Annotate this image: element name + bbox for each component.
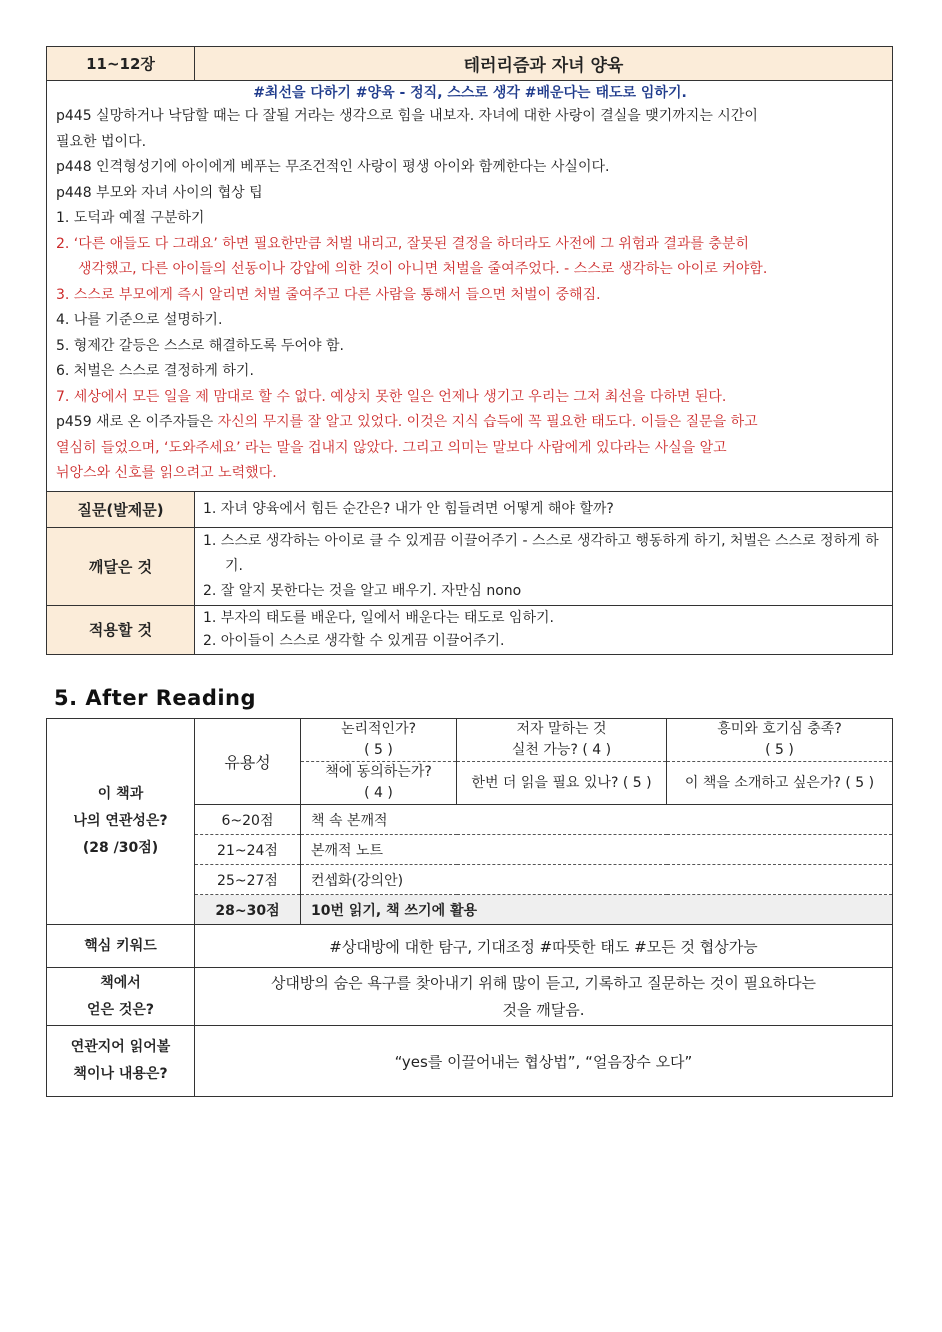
note-line-red: 뉘앙스와 신호를 읽으려고 노력했다.: [56, 465, 277, 481]
apply-item: 1. 부자의 태도를 배운다, 일에서 배운다는 태도로 임하기.: [203, 609, 554, 626]
note-line: p445 실망하거나 낙담할 때는 다 잘될 거라는 생각으로 힘을 내보자. 자녀에 대한 사랑이 결실을 맺기까지는 시간이: [56, 108, 758, 124]
q-recommend: 이 책을 소개하고 싶은가? ( 5 ): [667, 762, 893, 805]
question-text: 1. 자녀 양육에서 힘든 순간은? 내가 안 힘들려면 어떻게 해야 할까?: [195, 491, 893, 527]
q-practice-line: 저자 말하는 것: [516, 721, 607, 737]
note-line-red: 3. 스스로 부모에게 즉시 알리면 처벌 줄여주고 다른 사람을 통해서 들으면 처벌이 중해짐.: [56, 286, 601, 303]
q-agree-cell: [301, 762, 457, 805]
q-practice-line: 실천 가능? ( 4 ): [511, 742, 612, 758]
keywords: #상대방에 대한 탐구, 기대조정 #따뜻한 태도 #모든 것 협상가능: [195, 925, 893, 968]
realized-item: 2. 잘 알지 못한다는 것을 알고 배우기. 자만심 nono: [203, 582, 522, 599]
note-line: [56, 410, 884, 436]
q-interest: 흥미와 호기심 충족?: [717, 721, 842, 737]
gained-label-line: 얻은 것은?: [86, 1001, 155, 1018]
keyword-label: 핵심 키워드: [47, 925, 195, 968]
note-line: 4. 나를 기준으로 설명하기.: [56, 312, 223, 328]
related-label-line: 책이나 내용은?: [73, 1066, 168, 1082]
score-range: 6~20점: [195, 805, 301, 835]
question-label: 질문(발제문): [47, 491, 195, 527]
q-logical-score: ( 5 ): [364, 742, 393, 758]
relevance-label: [47, 719, 195, 925]
score-desc: 본깨적 노트: [301, 835, 893, 865]
note-line-red: 7. 세상에서 모든 일을 제 맘대로 할 수 없다. 예상치 못한 일은 언제나 생기고 우리는 그저 최선을 다하면 된다.: [56, 388, 727, 405]
gained-cell: [195, 968, 893, 1026]
q-agree-score: ( 4 ): [364, 785, 393, 801]
score-range-highlight: 28~30점: [195, 895, 301, 925]
score-desc-highlight: 10번 읽기, 책 쓰기에 활용: [301, 895, 893, 925]
relevance-label-line: 이 책과: [97, 786, 144, 802]
score-desc: 컨셉화(강의안): [301, 865, 893, 895]
score-range: 21~24점: [195, 835, 301, 865]
score-range: 25~27점: [195, 865, 301, 895]
apply-cell: [195, 605, 893, 654]
note-line: p448 인격형성기에 아이에게 베푸는 무조건적인 사랑이 평생 아이와 함께한다는 사실이다.: [56, 159, 610, 175]
relevance-label-line: 나의 연관성은?: [73, 813, 168, 829]
p459-red-text: 자신의 무지를 잘 알고 있었다. 이것은 지식 습득에 꼭 필요한 태도다. 이들은 질문을 하고: [217, 414, 758, 430]
q-reread: 한번 더 읽을 필요 있나? ( 5 ): [457, 762, 667, 805]
related-label-line: 연관지어 읽어볼: [70, 1039, 171, 1055]
q-interest-cell: [667, 719, 893, 762]
note-line: 6. 처벌은 스스로 결정하게 하기.: [56, 363, 254, 379]
chapter-notes: [47, 81, 893, 492]
related-books: “yes를 이끌어내는 협상법”, “얼음장수 오다”: [195, 1026, 893, 1097]
p459-prefix: p459 새로 온 이주자들은: [56, 414, 218, 430]
q-interest-score: ( 5 ): [765, 742, 794, 758]
gained-line: 것을 깨달음.: [502, 1000, 585, 1019]
q-logical-cell: [301, 719, 457, 762]
realized-cell: [195, 527, 893, 605]
q-practice-cell: [457, 719, 667, 762]
chapter-range: 11~12장: [47, 47, 195, 81]
chapter-tags: #최선을 다하기 #양육 - 정직, 스스로 생각 #배운다는 태도로 임하기.: [253, 85, 687, 101]
note-line: 필요한 법이다.: [56, 133, 147, 150]
usefulness-label: 유용성: [195, 719, 301, 805]
score-desc: 책 속 본깨적: [301, 805, 893, 835]
gained-label: [47, 968, 195, 1026]
gained-line: 상대방의 숨은 욕구를 찾아내기 위해 많이 듣고, 기록하고 질문하는 것이 필요하다는: [270, 973, 817, 992]
gained-label-line: 책에서: [100, 974, 141, 991]
note-line: 5. 형제간 갈등은 스스로 해결하도록 두어야 함.: [56, 337, 344, 354]
apply-label: 적용할 것: [47, 605, 195, 654]
realized-label: 깨달은 것: [47, 527, 195, 605]
note-line-red: 열심히 들었으며, ‘도와주세요’ 라는 말을 겁내지 않았다. 그리고 의미는 말보다 사람에게 있다라는 사실을 알고: [56, 439, 727, 456]
apply-item: 2. 아이들이 스스로 생각할 수 있게끔 이끌어주기.: [203, 632, 505, 649]
chapter-title: 테러리즘과 자녀 양육: [195, 47, 893, 81]
note-line: p448 부모와 자녀 사이의 협상 팁: [56, 184, 263, 201]
after-reading-table: [46, 718, 893, 1097]
q-agree: 책에 동의하는가?: [325, 764, 432, 780]
chapter-table: [46, 46, 893, 655]
related-label: [47, 1026, 195, 1097]
section-title: 5. After Reading: [54, 686, 257, 710]
q-logical: 논리적인가?: [340, 721, 417, 737]
note-line-red: 생각했고, 다른 아이들의 선동이나 강압에 의한 것이 아니면 처벌을 줄여주었다. - 스스로 생각하는 아이로 커야함.: [78, 261, 768, 277]
relevance-label-line: (28 /30점): [82, 840, 159, 856]
note-line-red: 2. ‘다른 애들도 다 그래요’ 하면 필요한만큼 처벌 내리고, 잘못된 결정을 하더라도 사전에 그 위험과 결과를 충분히: [56, 235, 749, 252]
note-line: 1. 도덕과 예절 구분하기: [56, 210, 205, 226]
realized-item: 1. 스스로 생각하는 아이로 클 수 있게끔 이끌어주기 - 스스로 생각하고 행동하게 하기, 처벌은 스스로 정하게 하기.: [203, 532, 879, 574]
